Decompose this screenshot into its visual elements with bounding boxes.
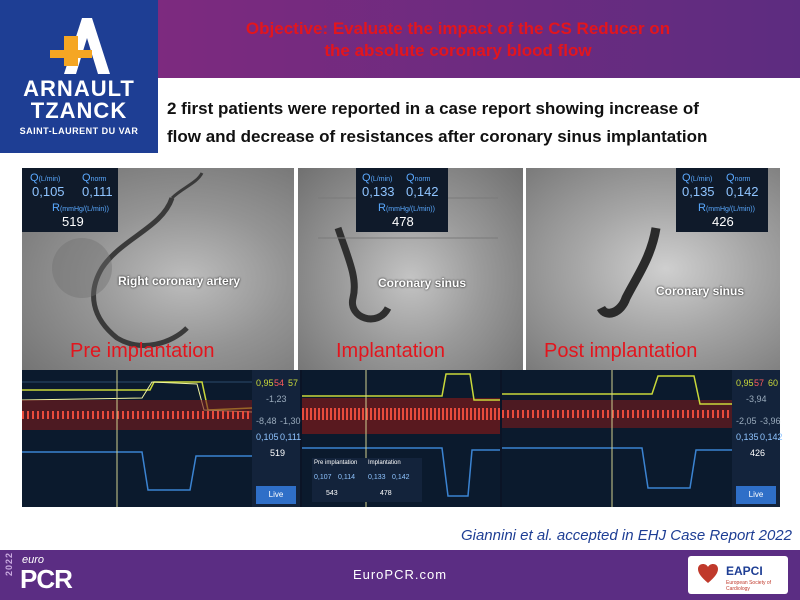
eapci-sub: European Society of Cardiology <box>726 580 772 592</box>
tr-q: 0,135 <box>736 432 759 442</box>
tracing-pre <box>22 370 300 507</box>
tr-p1: 0,95 <box>736 378 754 388</box>
stage-label-implantation: Implantation <box>336 340 445 362</box>
r-unit: (mmHg/(L/min)) <box>705 206 755 213</box>
pressure-tracings <box>22 370 783 507</box>
tr-p1: 0,95 <box>256 378 274 388</box>
q-label: Q <box>30 172 39 184</box>
q-value: 0,135 <box>682 184 715 199</box>
tr-p3: 57 <box>288 378 299 388</box>
qnorm-sub: norm <box>734 176 751 183</box>
r-unit: (mmHg/(L/min)) <box>59 206 109 213</box>
tr-r: 519 <box>270 448 286 458</box>
vessel-label-post: Coronary sinus <box>656 284 745 298</box>
tracing-post <box>502 370 783 507</box>
tr-v1: -3,94 <box>746 394 767 404</box>
q-unit: (L/min) <box>38 176 61 183</box>
vessel-label-pre: Right coronary artery <box>118 274 241 288</box>
tr-v3: -3,96 <box>760 416 781 426</box>
q-pre: 0,107 <box>314 474 332 481</box>
tr-p2: 57 <box>754 378 765 388</box>
r-value: 519 <box>62 214 84 229</box>
tr-p2: 54 <box>274 378 285 388</box>
qnorm-sub: norm <box>90 176 107 183</box>
slide-subtitle <box>167 95 792 151</box>
footer-pcr-logo: PCR <box>20 564 72 594</box>
citation: Giannini et al. accepted in EHJ Case Report 2022 <box>460 527 792 544</box>
logo-line-3: SAINT-LAURENT DU VAR <box>19 126 139 136</box>
q-unit: (L/min) <box>370 176 393 183</box>
r-label: R <box>52 202 60 214</box>
qnorm-sub: norm <box>414 176 431 183</box>
tr-v1: -1,23 <box>266 394 287 404</box>
q-label: Q <box>682 172 691 184</box>
tr-p3: 60 <box>768 378 779 388</box>
qn-imp: 0,142 <box>392 474 410 481</box>
r-value: 426 <box>712 214 734 229</box>
slide-title-line-2: the absolute coronary blood flow <box>324 41 592 60</box>
stage-label-post: Post implantation <box>544 340 698 362</box>
tr-v2: -8,48 <box>256 416 277 426</box>
qnorm-value: 0,142 <box>726 184 759 199</box>
tr-q: 0,105 <box>256 432 279 442</box>
title-banner <box>158 0 800 78</box>
tr-qn: 0,142 <box>760 432 783 442</box>
r-label: R <box>378 202 386 214</box>
qnorm-value: 0,142 <box>406 184 439 199</box>
tr-v3: -1,30 <box>280 416 301 426</box>
tr-r: 426 <box>750 448 766 458</box>
flow-readout-pre <box>22 168 118 232</box>
footer-year: 2022 <box>4 552 14 577</box>
qnorm-label: Q <box>82 172 91 184</box>
qnorm-value: 0,111 <box>82 184 113 199</box>
q-value: 0,133 <box>362 184 395 199</box>
eapci-name: EAPCI <box>726 564 763 578</box>
footer-bar <box>0 550 800 600</box>
r-imp: 478 <box>380 490 392 497</box>
flow-readout-implantation <box>356 168 448 232</box>
r-unit: (mmHg/(L/min)) <box>385 206 435 213</box>
qnorm-label: Q <box>726 172 735 184</box>
stage-label-pre: Pre implantation <box>70 340 215 362</box>
subtitle-line-1: 2 first patients were reported in a case report showing increase of <box>167 99 699 118</box>
footer-euro: euro <box>22 554 45 566</box>
q-unit: (L/min) <box>690 176 713 183</box>
logo-a-icon <box>52 16 112 76</box>
eapci-logo <box>688 556 788 594</box>
pre-label: Pre implantation <box>314 460 358 466</box>
tracing-implantation <box>302 370 500 507</box>
heart-icon <box>696 562 720 586</box>
tr-qn: 0,111 <box>280 432 302 442</box>
tracing-sidebar-post <box>732 370 783 507</box>
q-label: Q <box>362 172 371 184</box>
subtitle-line-2: flow and decrease of resistances after coronary sinus implantation <box>167 127 708 146</box>
tracing-waveform-post <box>502 370 732 507</box>
vessel-label-implantation: Coronary sinus <box>378 276 467 290</box>
footer-url[interactable]: EuroPCR.com <box>352 567 448 582</box>
r-value: 478 <box>392 214 414 229</box>
slide-title <box>158 18 758 62</box>
r-pre: 543 <box>326 490 338 497</box>
logo-line-2: TZANCK <box>30 98 128 123</box>
tracing-sidebar-pre <box>252 370 300 507</box>
tracing-waveform-pre <box>22 370 252 507</box>
tracing-compare-box <box>312 458 422 502</box>
hospital-logo <box>0 0 158 153</box>
qnorm-label: Q <box>406 172 415 184</box>
tr-v2: -2,05 <box>736 416 757 426</box>
live-button[interactable]: Live <box>736 486 776 504</box>
logo-line-1: ARNAULT <box>23 76 135 101</box>
q-imp: 0,133 <box>368 474 386 481</box>
live-button[interactable]: Live <box>256 486 296 504</box>
flow-readout-post <box>676 168 768 232</box>
qn-pre: 0,114 <box>338 474 355 481</box>
slide-title-line-1: Objective: Evaluate the impact of the CS Reducer on <box>245 19 671 38</box>
q-value: 0,105 <box>32 184 65 199</box>
r-label: R <box>698 202 706 214</box>
imp-label: Implantation <box>368 460 401 466</box>
